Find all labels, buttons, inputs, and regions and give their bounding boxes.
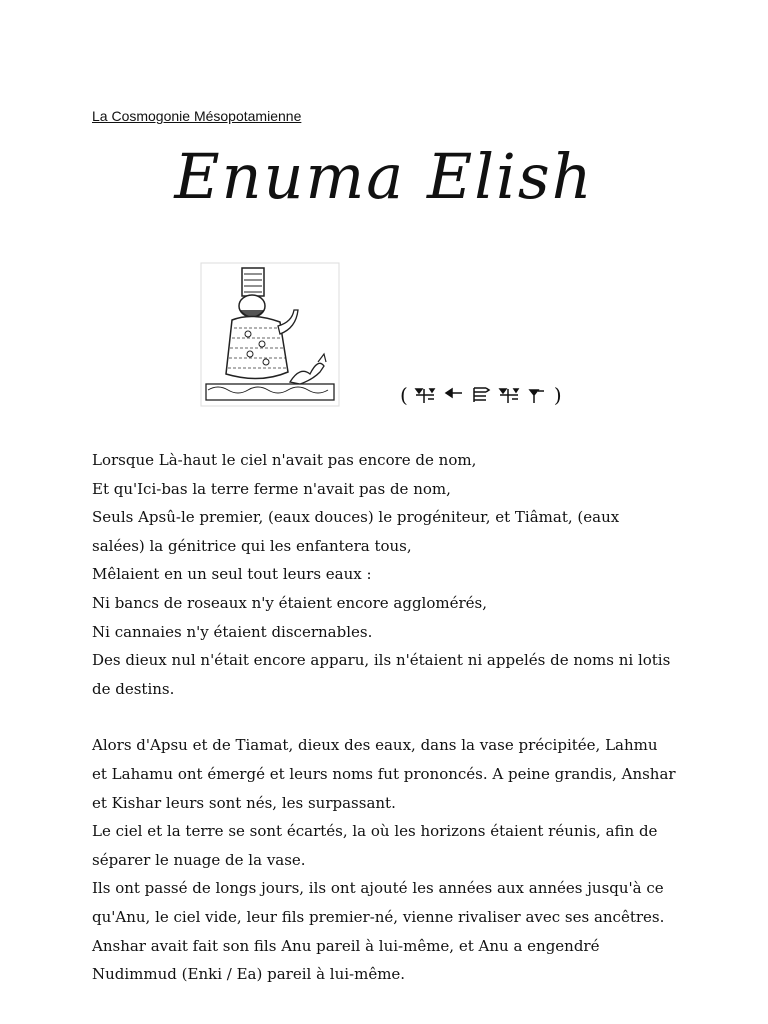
cuneiform-glyph [498, 385, 520, 405]
cuneiform-glyph [442, 385, 464, 405]
text-line: Ils ont passé de longs jours, ils ont ajouté les années aux années jusqu'à ce [92, 879, 664, 898]
text-line: et Lahamu ont émergé et leurs noms fut prononcés. A peine grandis, Anshar [92, 764, 676, 783]
text-line: Seuls Apsû-le premier, (eaux douces) le progéniteur, et Tiâmat, (eaux [92, 508, 620, 527]
document-header: La Cosmogonie Mésopotamienne [92, 108, 302, 124]
cuneiform-inscription [400, 383, 562, 407]
cuneiform-glyph [470, 385, 492, 405]
text-line: qu'Anu, le ciel vide, leur fils premier-né, vienne rivaliser avec ses ancêtres. [92, 907, 665, 926]
paragraph-2 [92, 731, 692, 988]
document-title: Enuma Elish [174, 140, 594, 213]
text-line: Et qu'Ici-bas la terre ferme n'avait pas de nom, [92, 479, 451, 498]
text-line: Anshar avait fait son fils Anu pareil à lui-même, et Anu a engendré [92, 936, 600, 955]
text-line: et Kishar leurs sont nés, les surpassant. [92, 793, 396, 812]
cuneiform-glyph [414, 385, 436, 405]
text-line: Lorsque Là-haut le ciel n'avait pas encore de nom, [92, 451, 477, 469]
text-line: salées) la génitrice qui les enfantera tous, [92, 536, 412, 555]
marduk-relief-image [200, 262, 340, 407]
close-paren: ) [553, 383, 562, 407]
text-line: Des dieux nul n'était encore apparu, ils n'étaient ni appelés de noms ni lotis [92, 651, 671, 670]
text-line: Ni cannaies n'y étaient discernables. [92, 622, 373, 641]
text-line: séparer le nuage de la vase. [92, 850, 306, 869]
open-paren: ( [400, 383, 408, 407]
paragraph-1 [92, 446, 692, 703]
text-line: Alors d'Apsu et de Tiamat, dieux des eaux, dans la vase précipitée, Lahmu [92, 736, 658, 755]
text-line: Ni bancs de roseaux n'y étaient encore agglomérés, [92, 593, 487, 612]
text-line: de destins. [92, 679, 175, 698]
poem-body [92, 446, 692, 989]
text-line: Nudimmud (Enki / Ea) pareil à lui-même. [92, 965, 406, 984]
text-line: Mêlaient en un seul tout leurs eaux : [92, 565, 372, 584]
cuneiform-glyph [526, 385, 548, 405]
text-line: Le ciel et la terre se sont écartés, la où les horizons étaient réunis, afin de [92, 822, 658, 841]
